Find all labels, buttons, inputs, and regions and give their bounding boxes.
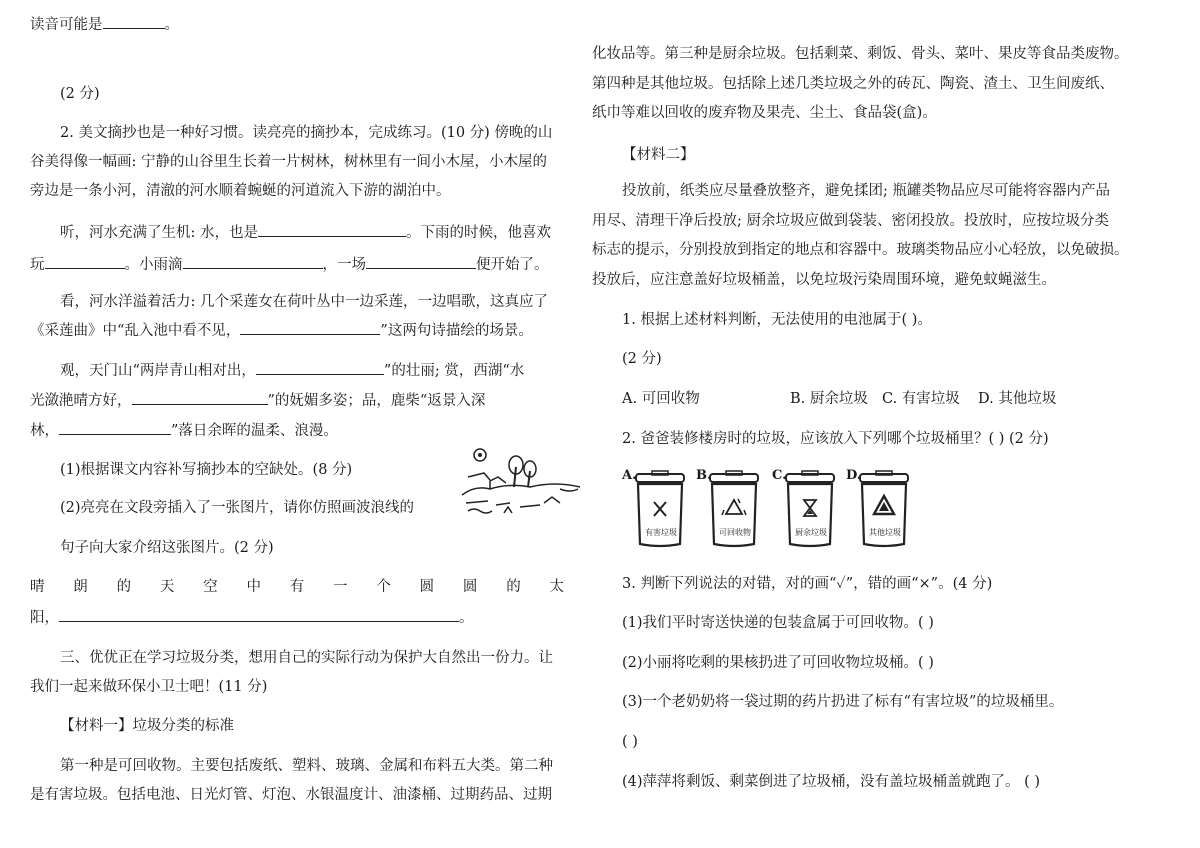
text-line: 投放后，应注意盖好垃圾桶盖，以免垃圾污染周围环境，避免蚊蝇滋生。 [592, 272, 1056, 288]
text-line: 旁边是一条小河，清澈的河水顺着蜿蜒的河道流入下游的湖泊中。 [30, 183, 451, 199]
text-line: 我们一起来做环保小卫士吧！(11 分) [30, 679, 268, 695]
bin-other[interactable]: D. 其他垃圾 [846, 468, 916, 552]
text-line: 投放前，纸类应尽量叠放整齐，避免揉团; 瓶罐类物品应尽可能将容器内产品 [622, 183, 1110, 199]
fill-line: 玩 。小雨滴 ，一场 便开始了。 [30, 254, 549, 275]
answer-blank[interactable] [45, 254, 125, 269]
bin-kitchen[interactable]: C. 厨余垃圾 [772, 468, 842, 552]
material-1-heading: 【材料一】垃圾分类的标准 [60, 718, 234, 734]
fill-line: 《采莲曲》中“乱入池中看不见， ”这两句诗描绘的场景。 [30, 320, 533, 341]
section-3-line: 三、优优正在学习垃圾分类，想用自己的实际行动为保护大自然出一份力。让 [60, 650, 553, 666]
question-1: 1. 根据上述材料判断，无法使用的电池属于( )。 [622, 312, 932, 328]
option-b[interactable]: B. 厨余垃圾 [790, 391, 868, 407]
answer-blank[interactable] [132, 390, 268, 405]
recycle-icon [722, 499, 746, 515]
text-line: 第四种是其他垃圾。包括除上述几类垃圾之外的砖瓦、陶瓷、渣土、卫生间废纸、 [592, 76, 1114, 92]
score-note: (2 分) [622, 351, 662, 367]
text-line: 用尽、清理干净后投放; 厨余垃圾应做到袋装、密闭投放。投放时，应按垃圾分类 [592, 213, 1109, 229]
answer-blank[interactable] [183, 254, 323, 269]
x-icon [654, 502, 666, 516]
sub-question: (2)亮亮在文段旁插入了一张图片，请你仿照画波浪线的 [60, 500, 415, 516]
fill-line: 听，河水充满了生机: 水，也是 。下雨的时候，他喜欢 [60, 222, 551, 243]
question-3: 3. 判断下列说法的对错，对的画“✓”，错的画“×”。(4 分) [622, 576, 993, 592]
text-line: 谷美得像一幅画: 宁静的山谷里生长着一片树林，树林里有一间小木屋，小木屋的 [30, 154, 547, 170]
recycle-icon [874, 496, 894, 514]
sub-question: (1)根据课文内容补写摘抄本的空缺处。(8 分) [60, 462, 353, 478]
answer-blank[interactable] [59, 420, 171, 435]
bin-recyclable[interactable]: B. 可回收物 [696, 468, 766, 552]
answer-blank[interactable] [103, 14, 165, 29]
judge-item-1: (1)我们平时寄送快递的包装盒属于可回收物。( ) [622, 615, 934, 631]
judge-item-4: (4)萍萍将剩饭、剩菜倒进了垃圾桶，没有盖垃圾桶盖就跑了。 ( ) [622, 774, 1041, 790]
spaced-line: 晴朗的天空中有一个圆圆的太 [30, 579, 570, 595]
answer-blank[interactable] [366, 254, 476, 269]
text-line: 是有害垃圾。包括电池、日光灯管、灯泡、水银温度计、油漆桶、过期药品、过期 [30, 787, 552, 803]
text-line: 看，河水洋溢着活力: 几个采莲女在荷叶丛中一边采莲，一边唱歌，这真应了 [60, 294, 548, 310]
option-c[interactable]: C. 有害垃圾 [882, 391, 960, 407]
score-note: (2 分) [60, 86, 100, 102]
text-line: 化妆品等。第三种是厨余垃圾。包括剩菜、剩饭、骨头、菜叶、果皮等食品类废物。 [592, 46, 1129, 62]
answer-blank[interactable] [240, 320, 380, 335]
text-line: 读音可能是 。 [30, 14, 179, 35]
judge-item-3: (3)一个老奶奶将一袋过期的药片扔进了标有“有害垃圾”的垃圾桶里。 [622, 694, 1064, 710]
option-d[interactable]: D. 其他垃圾 [978, 391, 1057, 407]
hourglass-icon [804, 500, 816, 516]
text-line: 纸巾等难以回收的废弃物及果壳、尘土、食品袋(盒)。 [592, 105, 937, 121]
question-2: 2. 爸爸装修楼房时的垃圾，应该放入下列哪个垃圾桶里？( ) (2 分) [622, 431, 1049, 447]
landscape-illustration [460, 445, 582, 525]
text-line: 第一种是可回收物。主要包括废纸、塑料、玻璃、金属和布料五大类。第二种 [60, 758, 553, 774]
question-2-line: 2. 美文摘抄也是一种好习惯。读亮亮的摘抄本，完成练习。(10 分) 傍晚的山 [60, 125, 553, 141]
option-a[interactable]: A. 可回收物 [622, 391, 700, 407]
bin-hazardous[interactable]: A. 有害垃圾 [622, 468, 692, 552]
fill-line: 光潋滟晴方好， ”的妩媚多姿；品，鹿柴“返景入深 [30, 390, 485, 411]
judge-item-2: (2)小丽将吃剩的果核扔进了可回收物垃圾桶。( ) [622, 655, 934, 671]
material-2-heading: 【材料二】 [622, 147, 695, 163]
text-line: 标志的提示，分别投放到指定的地点和容器中。玻璃类物品应小心轻放，以免破损。 [592, 242, 1129, 258]
answer-paren[interactable]: ( ) [622, 734, 638, 750]
fill-line: 阳， 。 [30, 607, 474, 628]
fill-line: 林， ”落日余晖的温柔、浪漫。 [30, 420, 338, 441]
sub-question: 句子向大家介绍这张图片。(2 分) [60, 540, 274, 556]
answer-blank[interactable] [256, 360, 384, 375]
answer-blank[interactable] [59, 607, 459, 622]
answer-blank[interactable] [258, 222, 406, 237]
trash-bin-options [622, 468, 912, 552]
fill-line: 观，天门山“两岸青山相对出， ”的壮丽; 赏，西湖“水 [60, 360, 524, 381]
